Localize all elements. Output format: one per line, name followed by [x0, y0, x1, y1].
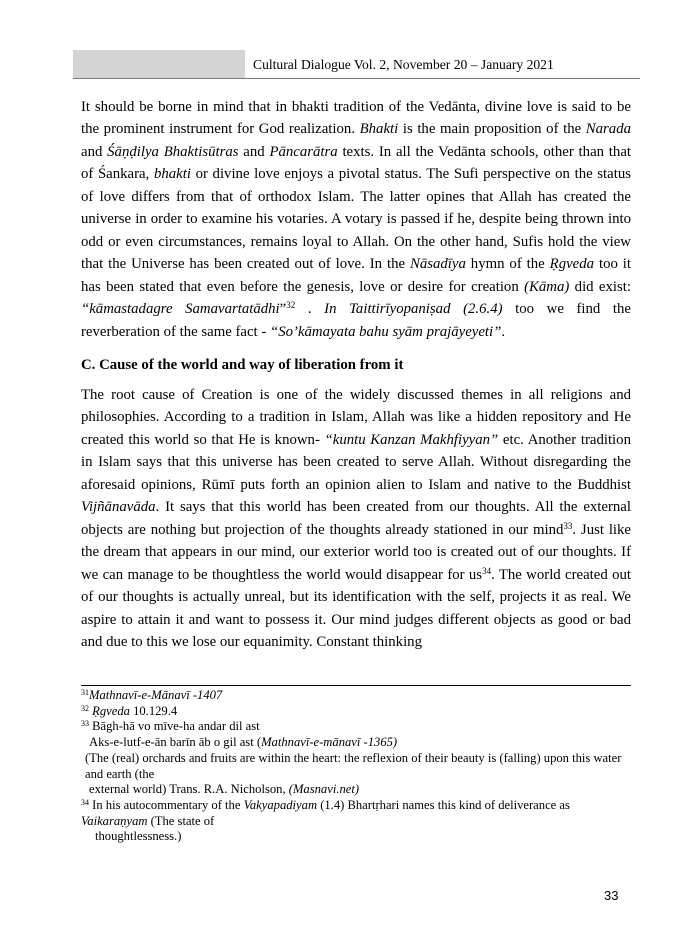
header-rule: [73, 78, 640, 79]
footnote-ref-32[interactable]: 32: [286, 300, 296, 311]
footnote-text: external world) Trans. R.A. Nicholson,: [89, 782, 289, 797]
paragraph-love: [81, 96, 631, 343]
footnote-33: [81, 719, 637, 735]
italic-quote: “kāmastadagre Samavartatādhi: [81, 301, 280, 318]
footnote-34: [81, 798, 637, 814]
text-run: and: [81, 143, 108, 160]
text-run: ”: [279, 301, 287, 318]
footnote-text: Bāgh-hā vo mīve-ha andar dil ast: [89, 719, 260, 734]
text-run: The root cause of Creation is one of the widely discussed themes in all religions and philosophies. According to a tradition in Islam, Allah was like a hidden repository and He created this world so that He is known-: [81, 386, 631, 448]
footnote-text: Aks-e-lutf-e-ān barīn āb o gil ast (: [89, 735, 262, 750]
italic-term: Vijñānavāda: [81, 499, 156, 516]
footnote-text: Mathnavī-e-Mānavī -1407: [89, 688, 223, 702]
italic-term: Bhakti: [359, 121, 399, 138]
italic-term: bhakti: [153, 166, 191, 183]
text-run: too we find the reverberation of the same fact -: [81, 301, 631, 340]
text-run: It should be borne in mind that in bhakti tradition of the Vedānta, divine love is said to be the prominent instrument for God realization.: [81, 99, 631, 138]
body-text: [81, 96, 631, 653]
footnote-33-line3: (The (real) orchards and fruits are within the heart: the reflexion of their beauty is (falling) upon this water and earth (the: [85, 750, 622, 781]
italic-term: Narada: [585, 121, 631, 138]
footnote-text: (1.4) Bhartṛhari names this kind of deliverance as: [317, 797, 570, 812]
section-heading: C. Cause of the world and way of liberation from it: [81, 356, 404, 373]
footnote-title: Vaikaraṇyam: [81, 813, 148, 828]
text-run: too it has been stated that even before the genesis, love or desire for creation: [81, 256, 632, 295]
italic-term: In Taittirīyopaniṣad (2.6.4): [324, 301, 503, 318]
text-run: or divine love enjoys a pivotal status. The Sufi perspective on the status of love differs from that of orthodox Islam. The latter opines that Allah has created the universe in order to examine his votaries. A votary is passed if he, despite being thrown into odd or even circumstances, remains loyal to Allah. On the other hand, Sufis hold the view that the Universe has been created out of love. In the: [81, 166, 631, 273]
footnote-text: In his autocommentary of the: [89, 797, 244, 812]
footnote-title: Mathnavī-e-mānavī -1365): [261, 735, 398, 750]
text-run: .: [501, 323, 506, 340]
text-run: . It says that this world has been created from our thoughts. All the external objects are nothing but projection of the thoughts already stationed in our mind: [81, 499, 631, 538]
footnote-number: 31: [81, 688, 89, 697]
footnote-link: (Masnavi.net): [288, 782, 360, 797]
text-run: is the main proposition of the: [398, 121, 586, 138]
text-run: and: [238, 143, 270, 160]
page-number: 33: [604, 888, 619, 903]
footnote-32: [81, 704, 637, 720]
italic-term: Nāsadīya: [409, 256, 466, 273]
text-run: hymn of the: [465, 256, 550, 273]
footnote-33-line4: [81, 782, 637, 798]
footnote-title: Ṛgveda: [92, 703, 130, 718]
footnote-number: 32: [81, 703, 89, 713]
footnote-31: [81, 688, 637, 704]
footnote-ref-34[interactable]: 34: [482, 565, 492, 576]
footnote-ref-33[interactable]: 33: [563, 520, 573, 531]
text-run: did exist:: [569, 278, 631, 295]
footnote-text: (The state of: [147, 813, 215, 828]
footnote-34-line3: thoughtlessness.): [95, 829, 182, 844]
text-run: .: [295, 301, 325, 318]
footnote-34-line2: [81, 814, 637, 830]
text-run: texts. In all the Vedānta schools, other than that of Śankara,: [81, 143, 631, 183]
header-bar: [73, 50, 245, 78]
italic-term: Pāncarātra: [269, 143, 338, 160]
footnote-text: 10.129.4: [129, 703, 178, 718]
footnote-number: 33: [81, 719, 89, 729]
footnote-number: 34: [81, 797, 89, 807]
footnote-title: Vakyapadiyam: [243, 797, 318, 812]
text-run: . Just like the dream that appears in our mind, our exterior world too is created out of our thoughts. If we can manage to be thoughtless the world would disappear for us: [81, 521, 632, 583]
italic-quote: “So’kāmayata bahu syām prajāyeyeti”: [269, 323, 502, 340]
italic-term: Śāṇḍilya Bhaktisūtras: [107, 143, 239, 160]
footnote-33-line2: [81, 735, 637, 751]
footnote-rule: [81, 685, 631, 686]
italic-term: Ṛgveda: [549, 256, 595, 273]
italic-term: (Kāma): [524, 278, 570, 295]
text-run: . The world created out of our thoughts is actually unreal, but its identification with the self, projects it as real. We aspire to attain it and want to possess it. Our mind judges different objects as good or bad and due to this we lose our equanimity. Constant thinking: [81, 566, 631, 650]
paragraph-cause-of-creation: [81, 384, 631, 653]
footnotes: [81, 688, 637, 845]
text-run: etc. Another tradition in Islam says that this universe has been created to serve Allah. Without disregarding the aforesaid opinions, Rūmī puts forth an opinion alien to Islam and native to the Buddhist: [81, 431, 631, 493]
italic-quote: “kuntu Kanzan Makhfiyyan”: [324, 431, 499, 448]
running-header: Cultural Dialogue Vol. 2, November 20 – January 2021: [253, 57, 554, 72]
